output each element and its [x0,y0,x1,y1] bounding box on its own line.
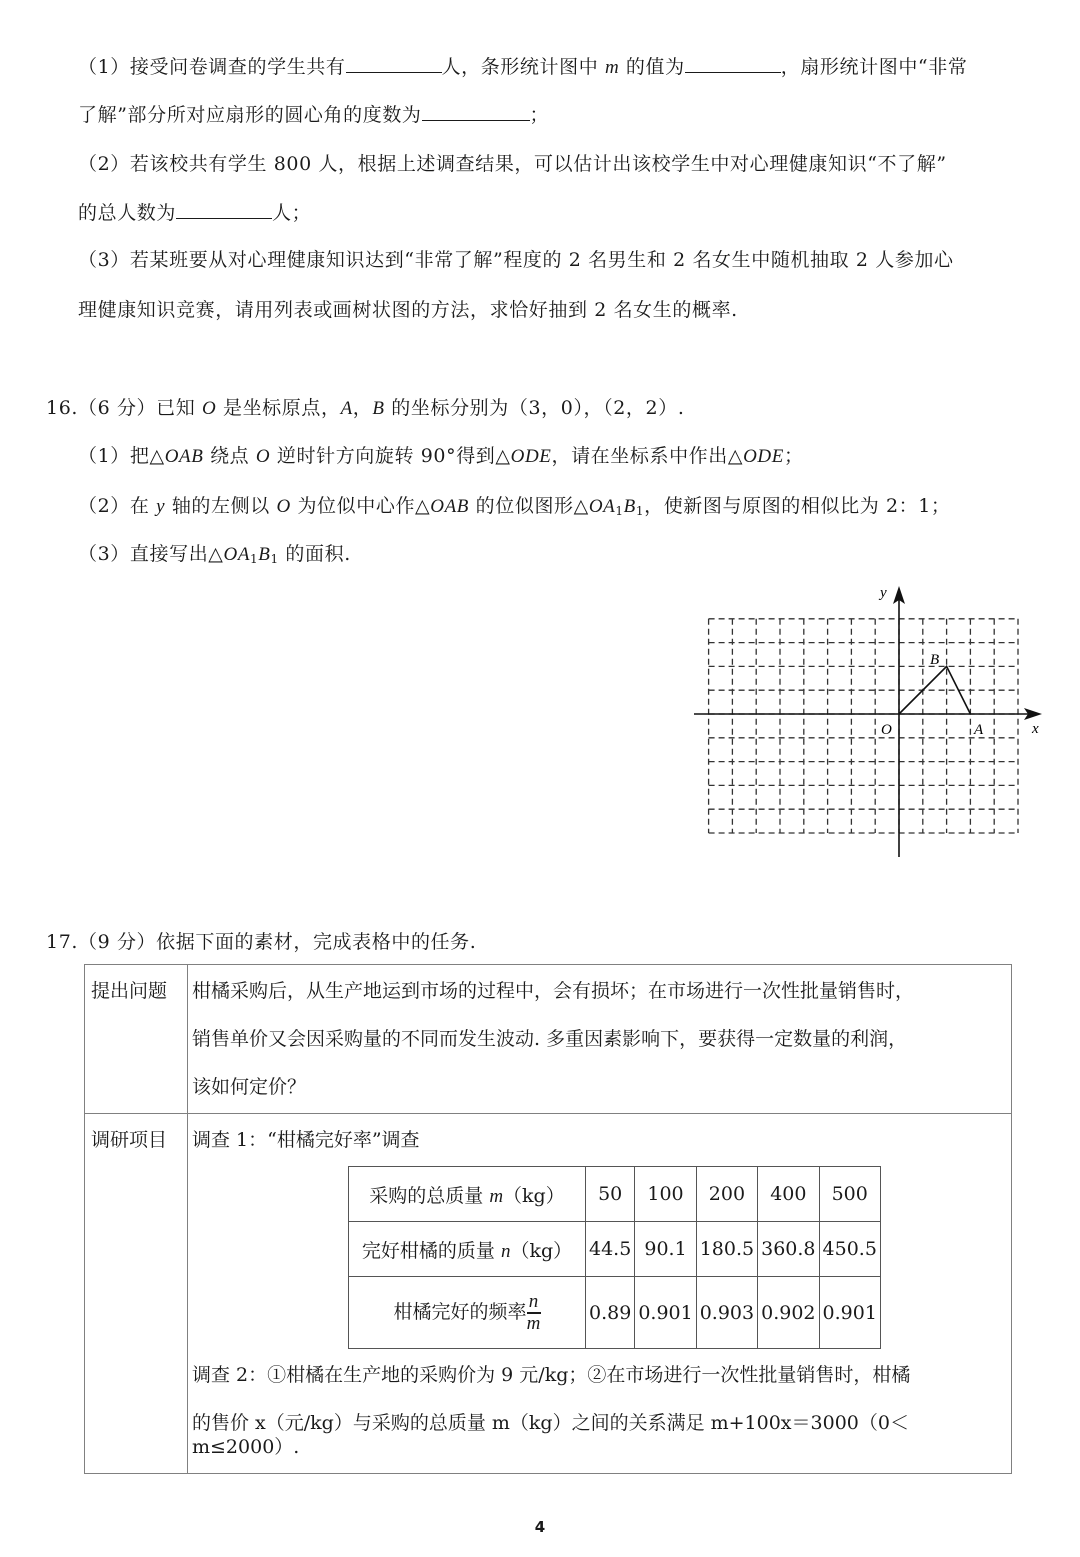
cell: 100 [635,1167,696,1222]
answer-blank-1[interactable] [346,54,442,73]
var: A [340,398,353,419]
subscript: 1 [615,504,624,518]
text: 人； [272,202,312,224]
text: 的位似图形△ [475,495,589,517]
inner-row-total-mass [349,1167,881,1222]
coordinate-grid-figure [690,582,1050,862]
text: 采购的总质量 [369,1184,484,1207]
text: （1）接受问卷调查的学生共有 [78,56,346,78]
problem-text [188,965,1012,1114]
completeness-table [348,1166,881,1349]
inner-row-frequency [349,1277,881,1349]
q15-part2-line2 [78,200,311,225]
q16-heading [46,396,684,421]
text: 的坐标分别为（3，0），（2，2）. [391,397,685,419]
text: 16.（6 分）已知 [46,397,196,419]
cell: 50 [586,1167,635,1222]
text: （kg） [503,1184,565,1207]
var: m [489,1185,504,1207]
problem-line: 销售单价又会因采购量的不同而发生波动. 多重因素影响下，要获得一定数量的利润， [192,1028,908,1050]
denominator: m [526,1312,541,1334]
cell: 44.5 [586,1222,635,1277]
survey2-line: 调查 2：①柑橘在生产地的采购价为 9 元/kg；②在市场进行一次性批量销售时，柑橘 [192,1364,911,1386]
var: OA [588,496,616,517]
text: 人，条形统计图中 [441,56,599,78]
answer-blank-4[interactable] [176,200,272,219]
text: （1）把△ [78,445,165,467]
var: y [156,496,166,517]
q16-part1 [78,444,804,469]
table-row-research [85,1114,1012,1474]
text: 了解”部分所对应扇形的圆心角的度数为 [78,104,422,126]
table-row-problem [85,965,1012,1114]
cell: 400 [758,1167,819,1222]
text: ； [783,445,804,467]
cell: 0.901 [635,1277,696,1349]
q15-part2-line1: （2）若该校共有学生 800 人，根据上述调查结果，可以估计出该校学生中对心理健康知识“不了解” [78,153,947,175]
origin-label: O [881,722,892,738]
numerator: n [528,1290,539,1312]
var: OAB [430,496,469,517]
text: ，请在坐标系中作出△ [551,445,744,467]
var: B [372,398,385,419]
q15-part1-line2 [78,102,549,127]
cell: 90.1 [635,1222,696,1277]
text: ； [529,104,550,126]
subscript: 1 [270,552,279,566]
survey2-line: 的售价 x（元/kg）与采购的总质量 m（kg）之间的关系满足 m+100x＝3000（0＜m≤2000）. [192,1412,909,1458]
var: OAB [164,446,204,467]
research-content [188,1114,1012,1474]
var: ODE [510,446,552,467]
cell: 0.89 [586,1277,635,1349]
point-a-label: A [974,722,984,738]
q15-part3-line1: （3）若某班要从对心理健康知识达到“非常了解”程度的 2 名男生和 2 名女生中随机抽取 2 人参加心 [78,249,954,271]
answer-blank-3[interactable] [422,102,530,121]
var: O [202,398,217,419]
text: 的面积. [285,543,351,565]
variable-m: m [604,57,620,78]
var: B [623,496,636,517]
answer-blank-2[interactable] [685,54,781,73]
q16-part3 [78,542,351,571]
text: （2）在 [78,495,150,517]
text: 完好柑橘的质量 [361,1239,495,1262]
inner-row-intact-mass [349,1222,881,1277]
var: O [276,496,291,517]
page-number: 4 [534,1518,546,1536]
q17-heading: 17.（9 分）依据下面的素材，完成表格中的任务. [46,931,477,953]
label-research-items: 调研项目 [85,1114,188,1474]
text: （3）直接写出△ [78,543,224,565]
text: 逆时针方向旋转 90°得到△ [276,445,511,467]
text: ， [352,397,373,419]
cell: 0.902 [758,1277,819,1349]
var: ODE [743,446,784,467]
cell: 500 [819,1167,880,1222]
var: n [500,1240,511,1262]
cell: 0.903 [696,1277,757,1349]
text: 绕点 [210,445,250,467]
cell: 180.5 [696,1222,757,1277]
var: B [258,544,271,565]
fraction-n-over-m [527,1292,541,1334]
text: 的总人数为 [78,202,177,224]
text: 是坐标原点， [222,397,341,419]
point-b-label: B [930,652,940,668]
header-total-mass [349,1167,586,1222]
header-frequency [349,1277,586,1349]
cell: 0.901 [819,1277,880,1349]
text: ，使新图与原图的相似比为 2：1； [644,495,951,517]
text: 柑橘完好的频率 [393,1300,527,1323]
text: 轴的左侧以 [171,495,270,517]
cell: 360.8 [758,1222,819,1277]
var: O [255,446,271,467]
subscript: 1 [635,504,645,518]
subscript: 1 [250,552,259,566]
q16-part2 [78,494,951,523]
dashed-grid [709,619,1018,833]
text: ，扇形统计图中“非常 [780,56,968,78]
text: （kg） [510,1239,573,1262]
x-axis-label: x [1032,721,1039,737]
text: 的值为 [625,56,685,78]
cell: 200 [696,1167,757,1222]
survey1-title: 调查 1：“柑橘完好率”调查 [192,1129,420,1151]
cell: 450.5 [819,1222,880,1277]
problem-line: 该如何定价？ [192,1076,307,1098]
y-axis-label: y [880,585,887,601]
header-intact-mass [349,1222,586,1277]
task-table [84,964,1012,1474]
q15-part3-line2: 理健康知识竞赛，请用列表或画树状图的方法，求恰好抽到 2 名女生的概率. [78,299,738,321]
var: OA [223,544,251,565]
text: 为位似中心作△ [297,495,431,517]
problem-line: 柑橘采购后，从生产地运到市场的过程中，会有损坏；在市场进行一次性批量销售时， [192,980,915,1002]
label-propose-problem: 提出问题 [85,965,188,1114]
q15-part1-line1 [78,54,967,80]
